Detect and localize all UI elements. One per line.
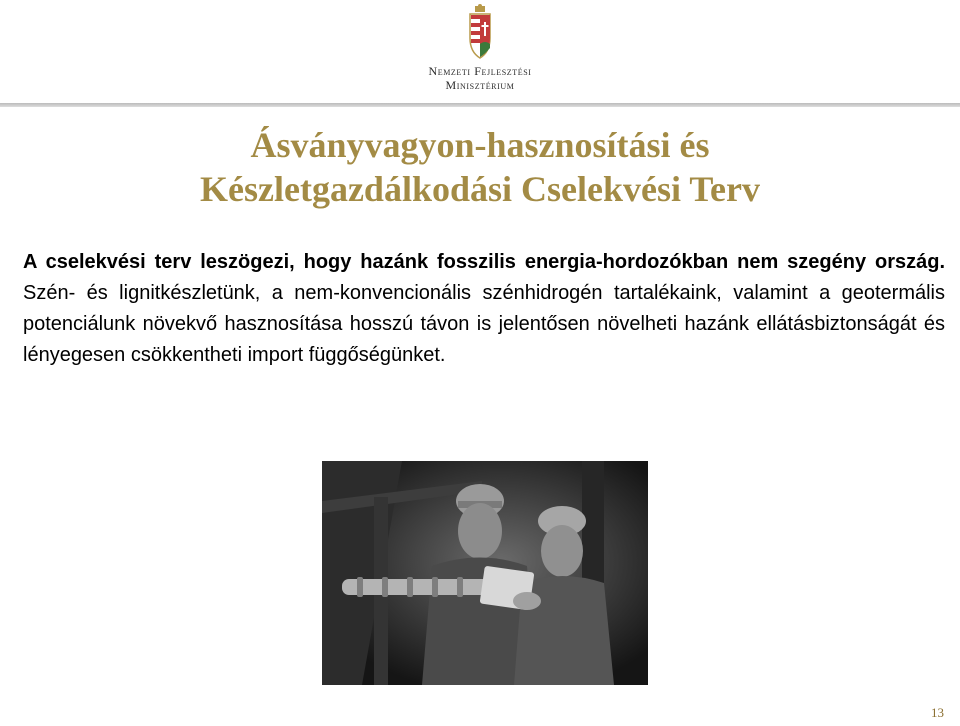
slide-title-line1: Ásványvagyon-hasznosítási és: [250, 125, 710, 165]
ministry-name: [380, 64, 580, 92]
slide-title: [0, 123, 960, 211]
ministry-logo: [380, 4, 580, 99]
header-divider: [0, 103, 960, 107]
body-bold-sentence: A cselekvési terv leszögezi, hogy hazánk fosszilis energia-hordozókban nem szegény ország.: [23, 251, 945, 273]
miners-photo: [322, 461, 648, 685]
hungarian-coat-of-arms-icon: [466, 4, 494, 60]
page-number: 13: [931, 705, 944, 720]
body-paragraph: [23, 247, 945, 371]
body-regular-text: Szén- és lignitkészletünk, a nem-konvencionális szénhidrogén tartalékaink, valamint a geotermális potenciálunk növekvő hasznosítása hosszú távon is jelentősen növelheti hazánk ellátásbiztonságát és lényegesen csökkentheti import függőségünket.: [23, 282, 945, 366]
ministry-name-line2: Minisztérium: [445, 78, 515, 92]
ministry-name-line1: Nemzeti Fejlesztési: [428, 64, 532, 78]
slide-title-line2: Készletgazdálkodási Cselekvési Terv: [200, 169, 760, 209]
